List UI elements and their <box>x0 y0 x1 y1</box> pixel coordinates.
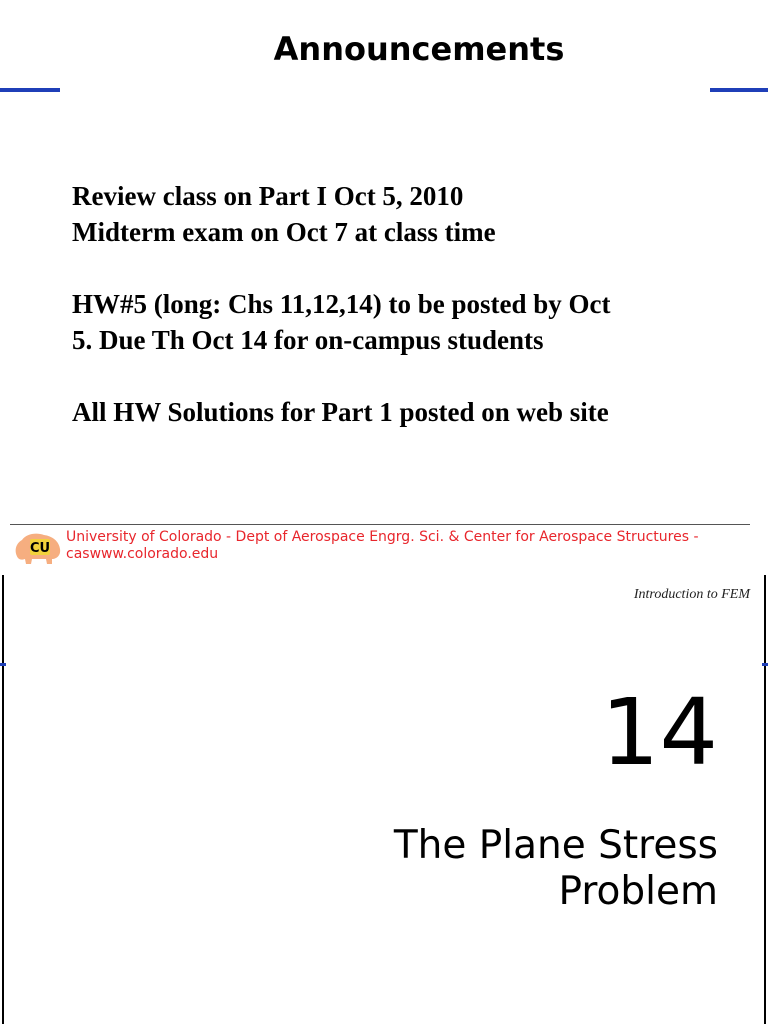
page-border-right <box>764 575 766 1024</box>
announcement-line: 5. Due Th Oct 14 for on-campus students <box>72 325 544 355</box>
chapter-title <box>394 823 718 915</box>
chapter-title-line: The Plane Stress <box>393 823 718 868</box>
footer-divider <box>10 524 750 525</box>
svg-text:CU: CU <box>29 541 51 556</box>
announcement-paragraph <box>72 394 752 430</box>
announcement-line: All HW Solutions for Part 1 posted on web site <box>72 397 609 427</box>
edge-accent-left <box>0 663 6 666</box>
announcement-line: HW#5 (long: Chs 11,12,14) to be posted by Oct <box>72 289 611 319</box>
right-accent-rule <box>710 88 768 92</box>
announcement-body <box>72 178 752 466</box>
running-header: Introduction to FEM <box>633 587 750 602</box>
announcement-paragraph <box>72 178 752 250</box>
slide-title: Announcements <box>273 30 565 68</box>
page-border-left <box>2 575 4 1024</box>
footer-url: caswww.colorado.edu <box>66 546 219 562</box>
footer-line: University of Colorado - Dept of Aerospace Engrg. Sci. & Center for Aerospace Structures - <box>66 529 699 545</box>
chapter-number: 14 <box>600 679 718 786</box>
chapter-title-line: Problem <box>558 869 718 914</box>
left-accent-rule <box>0 88 60 92</box>
footer-institution-text <box>66 529 756 563</box>
announcement-line: Review class on Part I Oct 5, 2010 <box>72 181 464 211</box>
book-chapter-page <box>0 575 768 1024</box>
announcement-paragraph <box>72 286 752 358</box>
announcement-line: Midterm exam on Oct 7 at class time <box>72 217 496 247</box>
edge-accent-right <box>762 663 768 666</box>
cu-buffalo-logo-icon <box>12 528 64 566</box>
